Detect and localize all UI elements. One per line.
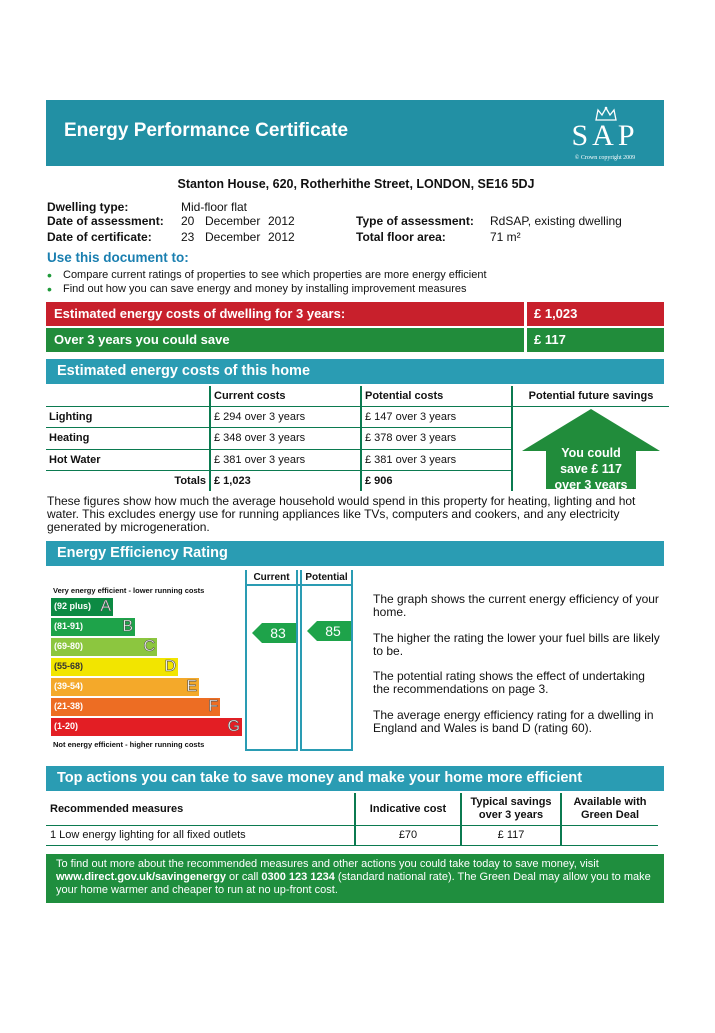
- costs-table: [46, 386, 669, 491]
- band-letter: F: [208, 698, 218, 715]
- certificate-year: 2012: [268, 230, 295, 244]
- potential-cost: £ 147 over 3 years: [361, 407, 512, 428]
- efficient-note: Very energy efficient - lower running costs: [53, 586, 205, 595]
- band-letter: E: [186, 678, 197, 695]
- savings-link[interactable]: www.direct.gov.uk/savingenergy: [56, 871, 226, 883]
- current-column: [245, 570, 298, 751]
- row-label: Lighting: [46, 407, 210, 428]
- current-rating-value: 83: [270, 625, 286, 641]
- band-range: (81-91): [54, 621, 84, 631]
- cost-header: Indicative cost: [355, 793, 461, 825]
- table-row: [46, 407, 669, 428]
- assessment-type-label: Type of assessment:: [356, 214, 474, 228]
- savings-arrow-cell: [512, 407, 669, 492]
- band-letter: A: [100, 598, 111, 615]
- estimated-costs-value: £ 1,023: [527, 302, 664, 326]
- assessment-date-label: Date of assessment:: [47, 214, 164, 228]
- rating-band-f: [51, 698, 220, 716]
- property-address: Stanton House, 620, Rotherhithe Street, LONDON, SE16 5DJ: [177, 177, 535, 191]
- band-range: (21-38): [54, 701, 84, 711]
- table-row: [46, 825, 658, 845]
- sap-letters: SAP: [571, 119, 639, 152]
- estimated-costs-label: Estimated energy costs of dwelling for 3 years:: [46, 302, 524, 326]
- sap-logo: [560, 104, 650, 162]
- band-range: (92 plus): [54, 601, 92, 611]
- assessment-day: 20: [181, 214, 195, 228]
- efficiency-section-title: Energy Efficiency Rating: [46, 541, 664, 566]
- floor-area-label: Total floor area:: [356, 230, 446, 244]
- efficiency-note: The higher the rating the lower your fuel bills are likely to be.: [373, 631, 660, 658]
- list-item: • Find out how you can save energy and money by installing improvement measures: [47, 282, 487, 296]
- totals-potential: £ 906: [361, 470, 512, 491]
- phone-number: 0300 123 1234: [261, 871, 335, 883]
- band-range: (39-54): [54, 681, 84, 691]
- costs-section-title: Estimated energy costs of this home: [46, 359, 664, 384]
- dwelling-type-label: Dwelling type:: [47, 200, 129, 214]
- assessment-type-value: RdSAP, existing dwelling: [490, 214, 622, 228]
- band-letter: G: [227, 718, 240, 735]
- rating-band-c: [51, 638, 157, 656]
- measures-table: [46, 793, 658, 846]
- savings-value: £ 117: [527, 328, 664, 352]
- certificate-header: [46, 100, 664, 166]
- current-cost: £ 294 over 3 years: [210, 407, 361, 428]
- certificate-date-label: Date of certificate:: [47, 230, 152, 244]
- current-rating-arrow: [252, 623, 296, 643]
- efficiency-note: The average energy efficiency rating for a dwelling in England and Wales is band D (rating 60).: [373, 708, 654, 735]
- potential-cost: £ 381 over 3 years: [361, 449, 512, 470]
- savings-header: Typical savings over 3 years: [461, 793, 561, 825]
- band-letter: C: [143, 638, 155, 655]
- band-range: (69-80): [54, 641, 84, 651]
- actions-section-title: Top actions you can take to save money and make your home more efficient: [46, 766, 664, 791]
- inefficient-note: Not energy efficient - higher running costs: [53, 740, 205, 749]
- efficiency-chart: [46, 570, 354, 753]
- savings-label: Over 3 years you could save: [46, 328, 524, 352]
- certificate-day: 23: [181, 230, 195, 244]
- savings-arrow-icon: [516, 407, 666, 491]
- current-header: Current: [253, 572, 290, 583]
- potential-cost: £ 378 over 3 years: [361, 428, 512, 449]
- band-range: (55-68): [54, 661, 84, 671]
- rating-band-e: [51, 678, 199, 696]
- potential-rating-arrow: [307, 621, 351, 641]
- current-costs-header: Current costs: [210, 386, 361, 407]
- future-savings-header: Potential future savings: [512, 386, 669, 407]
- green-deal-header: Available with Green Deal: [561, 793, 658, 825]
- page-title: Energy Performance Certificate: [64, 120, 349, 141]
- use-document-list: [47, 268, 487, 296]
- rating-band-a: [51, 598, 113, 616]
- footer-info: To find out more about the recommended measures and other actions you could take today to save money, visit www.direct.gov.uk/savingenergy or call 0300 123 1234 (standard national rate). The Green Deal may allow you to make your home warmer and cheaper to run at no up-front cost.: [46, 854, 664, 903]
- measure-name: 1 Low energy lighting for all fixed outlets: [46, 825, 355, 845]
- costs-description: These figures show how much the average household would spend in this property for heating, lighting and hot water. This excludes energy use for running appliances like TVs, computers and cookers, and any electricity generated by microgeneration.: [47, 494, 636, 534]
- certificate-month: December: [205, 230, 261, 244]
- totals-label: Totals: [46, 470, 210, 491]
- rating-band-b: [51, 618, 135, 636]
- efficiency-note: The graph shows the current energy efficiency of your home.: [373, 592, 659, 619]
- crown-copyright: © Crown copyright 2009: [574, 155, 636, 161]
- rating-band-d: [51, 658, 178, 676]
- measures-header: Recommended measures: [46, 793, 355, 825]
- row-label: Hot Water: [46, 449, 210, 470]
- current-cost: £ 348 over 3 years: [210, 428, 361, 449]
- measure-savings: £ 117: [461, 825, 561, 845]
- potential-rating-value: 85: [325, 623, 341, 639]
- measure-green-deal: [561, 825, 658, 845]
- savings-line3: over 3 years: [554, 478, 628, 491]
- band-range: (1-20): [54, 721, 79, 731]
- assessment-year: 2012: [268, 214, 295, 228]
- potential-column: [300, 570, 353, 751]
- potential-costs-header: Potential costs: [361, 386, 512, 407]
- band-letter: D: [164, 658, 176, 675]
- use-document-title: Use this document to:: [47, 250, 189, 265]
- savings-line2: save £ 117: [560, 462, 622, 476]
- floor-area-value: 71 m²: [490, 230, 521, 244]
- rating-band-g: [51, 718, 242, 736]
- efficiency-note: The potential rating shows the effect of undertaking the recommendations on page 3.: [373, 669, 645, 696]
- potential-header: Potential: [305, 572, 348, 583]
- list-item: • Compare current ratings of properties to see which properties are more energy efficient: [47, 268, 487, 282]
- dwelling-type-value: Mid-floor flat: [181, 200, 248, 214]
- totals-current: £ 1,023: [210, 470, 361, 491]
- measure-cost: £70: [355, 825, 461, 845]
- band-letter: B: [122, 618, 133, 635]
- assessment-month: December: [205, 214, 261, 228]
- current-cost: £ 381 over 3 years: [210, 449, 361, 470]
- savings-line1: You could: [561, 446, 621, 460]
- row-label: Heating: [46, 428, 210, 449]
